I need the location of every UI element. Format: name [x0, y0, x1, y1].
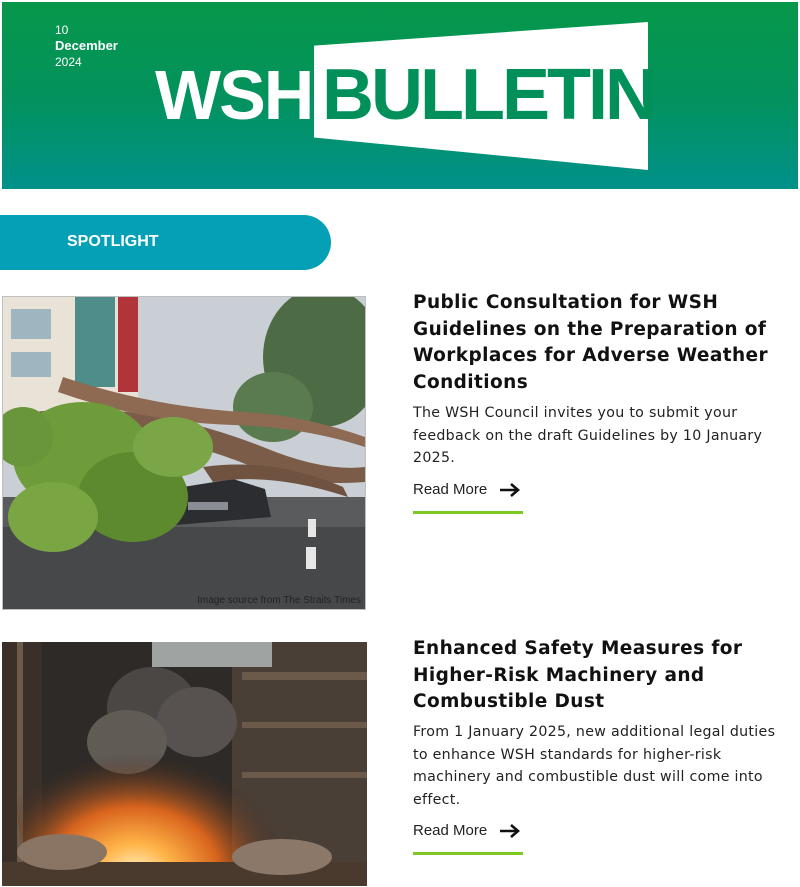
spotlight-tab	[0, 215, 331, 270]
logo-bulletin-text: BULLETIN	[322, 55, 654, 135]
read-more-label: Read More	[413, 822, 488, 839]
explosion-image[interactable]	[2, 642, 367, 886]
article-description-machinery-safety: From 1 January 2025, new additional legal duties to enhance WSH standards for higher-risk machinery and combustible dust will come into effect.	[413, 724, 776, 808]
bulletin-header	[2, 2, 798, 189]
image-caption: Image source from The Straits Times	[197, 595, 361, 606]
dust-explosion-illustration	[2, 642, 367, 886]
fallen-tree-illustration	[3, 297, 365, 609]
fallen-tree-image[interactable]	[2, 296, 366, 610]
logo-wsh-text: WSH	[155, 56, 313, 134]
date-year: 2024	[55, 55, 82, 69]
article-title-machinery-safety[interactable]: Enhanced Safety Measures for Higher-Risk Machinery and Combustible Dust	[413, 638, 743, 712]
article-description-weather-guidelines: The WSH Council invites you to submit your feedback on the draft Guidelines by 10 January 2025.	[413, 405, 763, 466]
read-more-underline	[413, 511, 523, 514]
date-day: 10	[55, 23, 69, 37]
spotlight-label: SPOTLIGHT	[67, 233, 159, 250]
read-more-link-machinery-safety[interactable]	[413, 822, 521, 840]
arrow-right-icon	[499, 482, 521, 498]
date-month: December	[55, 38, 118, 53]
read-more-link-weather-guidelines[interactable]	[413, 481, 521, 499]
arrow-right-icon	[499, 823, 521, 839]
read-more-label: Read More	[413, 481, 488, 498]
read-more-underline	[413, 852, 523, 855]
issue-date	[55, 22, 118, 70]
article-title-weather-guidelines[interactable]: Public Consultation for WSH Guidelines on the Preparation of Workplaces for Adverse Weather Conditions	[413, 292, 768, 393]
